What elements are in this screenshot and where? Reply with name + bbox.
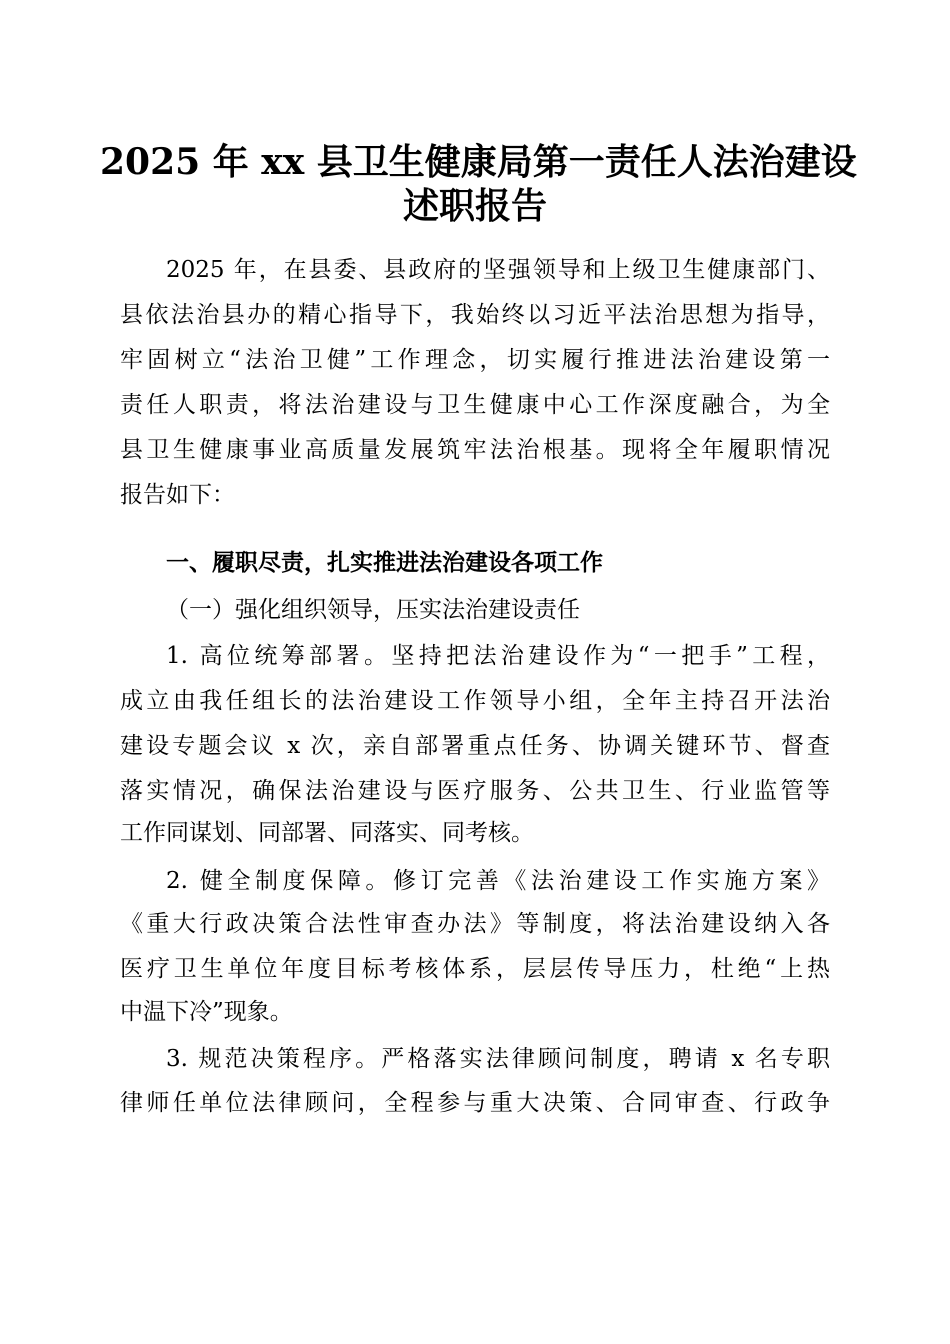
item-1-line: 1. 高位统筹部署。坚持把法治建设作为“一把手”工程， — [166, 643, 830, 669]
document-title-line-2: 述职报告 — [402, 185, 547, 227]
item-3-line: 3. 规范决策程序。严格落实法律顾问制度，聘请 x 名专职 — [166, 1046, 830, 1072]
subsection-heading: （一）强化组织领导，压实法治建设责任 — [166, 597, 580, 623]
intro-line: 2025 年，在县委、县政府的坚强领导和上级卫生健康部门、 — [166, 257, 830, 283]
item-2-line: 医疗卫生单位年度目标考核体系，层层传导压力，杜绝“上热 — [120, 956, 830, 982]
item-2-line: 《重大行政决策合法性审查办法》等制度，将法治建设纳入各 — [120, 911, 830, 937]
intro-line: 县卫生健康事业高质量发展筑牢法治根基。现将全年履职情况 — [120, 437, 830, 463]
item-1-line: 落实情况，确保法治建设与医疗服务、公共卫生、行业监管等 — [120, 778, 830, 804]
item-1-line: 工作同谋划、同部署、同落实、同考核。 — [120, 820, 534, 846]
item-3-line: 律师任单位法律顾问，全程参与重大决策、合同审查、行政争 — [120, 1090, 830, 1116]
item-2-line: 2. 健全制度保障。修订完善《法治建设工作实施方案》 — [166, 868, 830, 894]
item-1-line: 建设专题会议 x 次，亲自部署重点任务、协调关键环节、督查 — [120, 733, 830, 759]
intro-line: 县依法治县办的精心指导下，我始终以习近平法治思想为指导， — [120, 302, 830, 328]
item-1-line: 成立由我任组长的法治建设工作领导小组，全年主持召开法治 — [120, 688, 830, 714]
intro-line: 责任人职责，将法治建设与卫生健康中心工作深度融合，为全 — [120, 392, 830, 418]
intro-line: 牢固树立“法治卫健”工作理念，切实履行推进法治建设第一 — [120, 347, 830, 373]
document-title-line-1: 2025 年 xx 县卫生健康局第一责任人法治建设 — [100, 141, 857, 183]
intro-line: 报告如下： — [120, 482, 235, 508]
section-heading: 一、履职尽责，扎实推进法治建设各项工作 — [166, 550, 603, 576]
item-2-line: 中温下冷”现象。 — [120, 999, 293, 1025]
